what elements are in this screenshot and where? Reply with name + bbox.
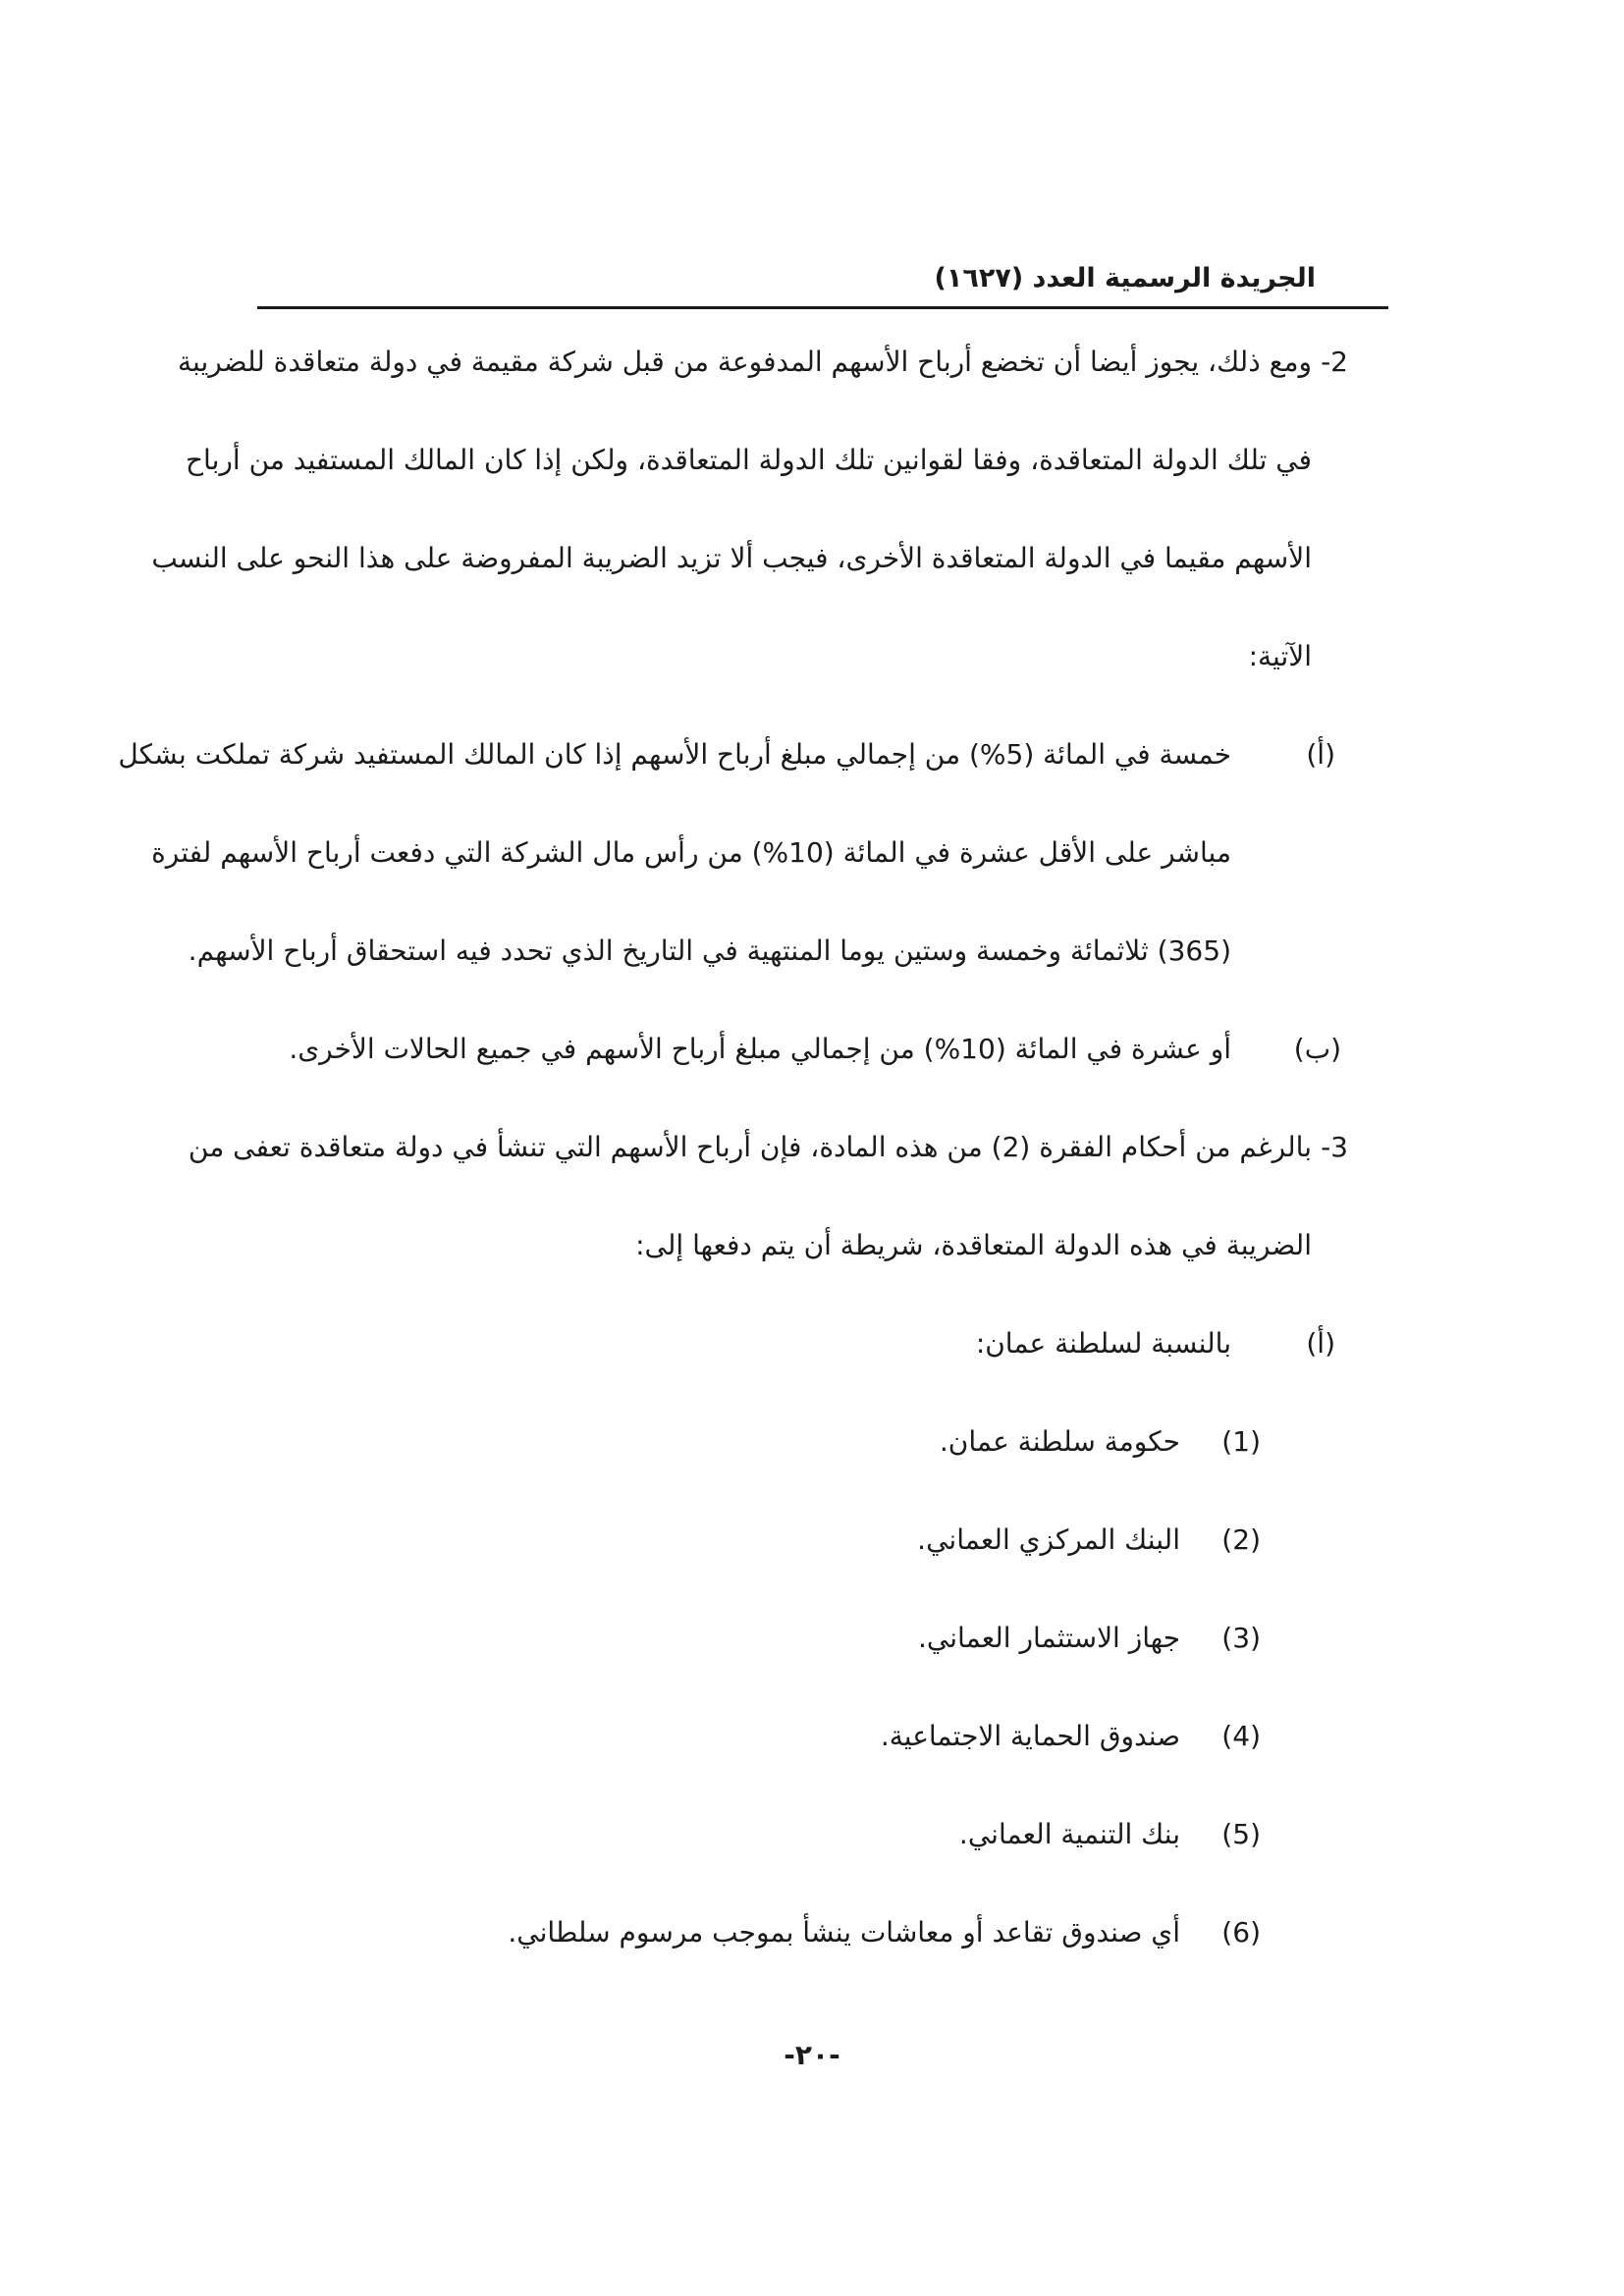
item-heading: بالنسبة لسلطنة عمان: — [975, 1327, 1231, 1360]
list-item-number: (4) — [1221, 1720, 1261, 1752]
item-marker: (أ) — [1306, 738, 1335, 771]
paragraph-line: الآتية: — [1248, 640, 1312, 672]
list-item: حكومة سلطنة عمان. — [939, 1425, 1180, 1458]
paragraph-number: 3- — [1321, 1131, 1348, 1163]
list-item-number: (2) — [1221, 1523, 1261, 1556]
list-item-number: (6) — [1221, 1916, 1261, 1949]
header-divider — [257, 306, 1388, 309]
list-item: صندوق الحماية الاجتماعية. — [880, 1720, 1180, 1752]
item-line: (365) ثلاثمائة وخمسة وستين يوما المنتهية في التاريخ الذي تحدد فيه استحقاق أرباح الأسهم. — [188, 934, 1231, 967]
item-line: خمسة في المائة (5%) من إجمالي مبلغ أرباح الأسهم إذا كان المالك المستفيد شركة تملكت بشكل — [118, 738, 1231, 771]
list-item-number: (3) — [1221, 1622, 1261, 1654]
list-item: جهاز الاستثمار العماني. — [918, 1622, 1180, 1654]
paragraph-line: بالرغم من أحكام الفقرة (2) من هذه المادة، فإن أرباح الأسهم التي تنشأ في دولة متعاقدة تعفى من — [188, 1131, 1312, 1163]
gazette-header-title: الجريدة الرسمية العدد (١٦٢٧) — [934, 263, 1316, 294]
list-item: البنك المركزي العماني. — [917, 1523, 1180, 1556]
item-marker: (ب) — [1293, 1033, 1341, 1065]
item-marker: (أ) — [1306, 1327, 1335, 1360]
page-number: -٢٠- — [784, 2039, 840, 2071]
list-item-number: (1) — [1221, 1425, 1261, 1458]
list-item-number: (5) — [1221, 1818, 1261, 1850]
list-item: بنك التنمية العماني. — [958, 1818, 1180, 1850]
paragraph-line: في تلك الدولة المتعاقدة، وفقا لقوانين تلك الدولة المتعاقدة، ولكن إذا كان المالك المستفيد من أرباح — [185, 444, 1312, 476]
paragraph-line: الأسهم مقيما في الدولة المتعاقدة الأخرى، فيجب ألا تزيد الضريبة المفروضة على هذا النحو على النسب — [151, 542, 1312, 574]
paragraph-line: ومع ذلك، يجوز أيضا أن تخضع أرباح الأسهم المدفوعة من قبل شركة مقيمة في دولة متعاقدة للضريبة — [178, 346, 1312, 378]
paragraph-number: 2- — [1321, 346, 1348, 378]
paragraph-line: الضريبة في هذه الدولة المتعاقدة، شريطة أن يتم دفعها إلى: — [635, 1229, 1312, 1261]
item-line: أو عشرة في المائة (10%) من إجمالي مبلغ أرباح الأسهم في جميع الحالات الأخرى. — [289, 1033, 1231, 1065]
list-item: أي صندوق تقاعد أو معاشات ينشأ بموجب مرسوم سلطاني. — [508, 1916, 1180, 1949]
item-line: مباشر على الأقل عشرة في المائة (10%) من رأس مال الشركة التي دفعت أرباح الأسهم لفترة — [151, 836, 1231, 869]
